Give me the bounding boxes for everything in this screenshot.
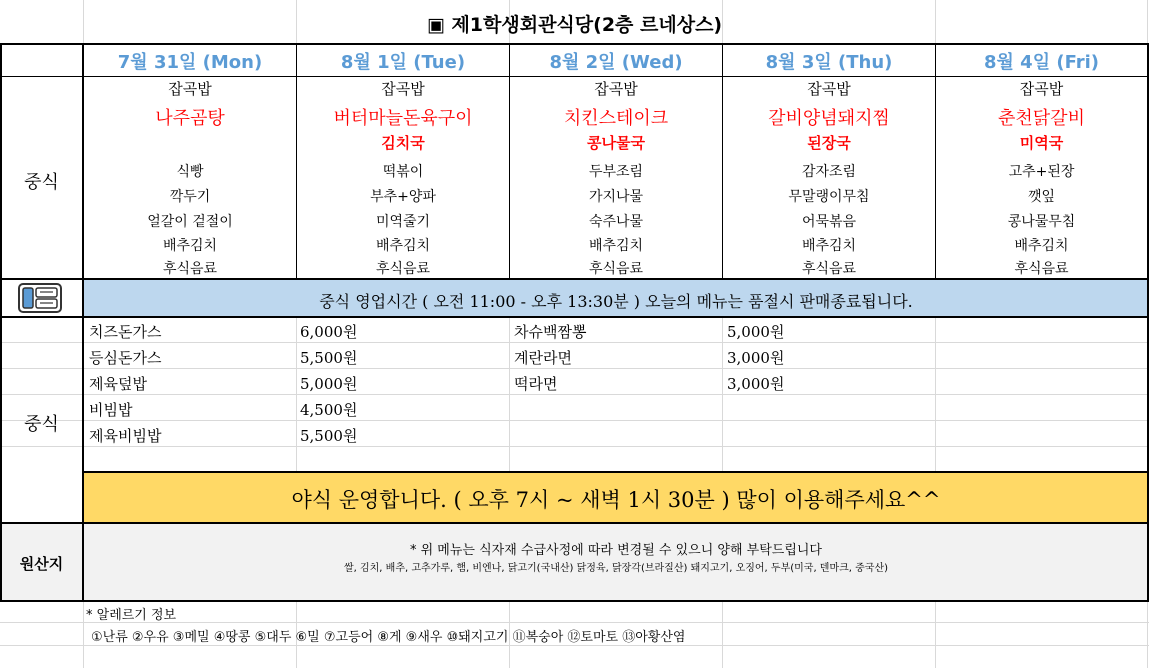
side-dish: 깍두기 <box>169 189 211 205</box>
allergy-title: * 알레르기 정보 <box>86 608 177 623</box>
border-line <box>0 316 1149 318</box>
menu-item-name: 떡라면 <box>514 375 558 393</box>
grain-item: 잡곡밥 <box>168 80 212 98</box>
border-line <box>0 600 1149 602</box>
border-line <box>0 43 2 602</box>
menu-cell-mon <box>84 77 296 278</box>
main-dish: 춘천닭갈비 <box>998 108 1085 129</box>
gridline <box>0 394 1149 395</box>
side-dish: 얼갈이 겉절이 <box>147 214 233 230</box>
food-tray-icon <box>18 283 62 313</box>
side-dish: 후식음료 <box>588 261 644 277</box>
soup-item: 콩나물국 <box>587 134 645 152</box>
soup-item: 미역국 <box>1019 134 1064 152</box>
soup-item: 된장국 <box>807 134 851 152</box>
side-dish: 감자조림 <box>801 164 857 180</box>
menu-cell-thu <box>723 77 935 278</box>
side-dish: 배추김치 <box>1014 238 1069 254</box>
side-dish: 후식음료 <box>375 261 431 277</box>
side-dish: 후식음료 <box>801 261 857 277</box>
menu-item-name: 치즈돈가스 <box>89 323 162 341</box>
side-dish: 숙주나물 <box>588 214 644 230</box>
grain-item: 잡곡밥 <box>1019 80 1064 98</box>
side-dish: 깻잎 <box>1027 189 1056 205</box>
day-header-tue: 8월 1일 (Tue) <box>340 52 466 73</box>
menu-item-name: 등심돈가스 <box>89 349 162 367</box>
gridline <box>0 368 1149 369</box>
border-line <box>0 43 1149 45</box>
menu-item-name: 제육비빔밥 <box>89 427 162 445</box>
menu-item-name: 차슈백짬뽕 <box>514 323 587 341</box>
side-dish: 콩나물무침 <box>1007 214 1076 230</box>
side-dish: 식빵 <box>176 164 204 180</box>
border-line <box>84 471 1149 473</box>
day-header-thu: 8월 3일 (Thu) <box>765 52 893 73</box>
grain-item: 잡곡밥 <box>381 80 425 98</box>
day-header-fri: 8월 4일 (Fri) <box>983 52 1099 73</box>
lunch-row-label: 중식 <box>24 172 59 193</box>
gridline <box>0 446 1149 447</box>
day-header-wed: 8월 2일 (Wed) <box>549 52 683 73</box>
notice-text: 중식 영업시간 ( 오전 11:00 - 오후 13:30분 ) 오늘의 메뉴는 품절시 판매종료됩니다. <box>319 292 913 311</box>
main-dish: 버터마늘돈육구이 <box>333 108 473 129</box>
gridline <box>0 342 1149 343</box>
grain-item: 잡곡밥 <box>594 80 638 98</box>
origin-notice: * 위 메뉴는 식자재 수급사정에 따라 변경될 수 있으니 양해 부탁드립니다 <box>409 543 822 558</box>
night-banner-text: 야식 운영합니다. ( 오후 7시 ~ 새벽 1시 30분 ) 많이 이용해주세요^^ <box>291 488 941 512</box>
border-line <box>296 43 297 279</box>
menu-item-price: 3,000원 <box>727 349 785 367</box>
menu-item-price: 5,500원 <box>300 427 358 445</box>
side-dish: 고추+된장 <box>1008 164 1075 180</box>
gridline <box>0 645 1149 646</box>
day-header-mon: 7월 31일 (Mon) <box>117 52 263 73</box>
side-dish: 부추+양파 <box>370 189 436 205</box>
side-dish: 후식음료 <box>162 261 218 277</box>
menu-cell-fri <box>936 77 1147 278</box>
soup-item: 김치국 <box>381 134 425 152</box>
side-dish: 무말랭이무침 <box>788 189 870 205</box>
side-dish: 배추김치 <box>162 238 218 254</box>
side-dish: 두부조림 <box>588 164 644 180</box>
side-dish: 후식음료 <box>1014 261 1069 277</box>
menu-item-price: 5,500원 <box>300 349 358 367</box>
grain-item: 잡곡밥 <box>807 80 851 98</box>
page-title: ▣ 제1학생회관식당(2층 르네상스) <box>426 14 723 36</box>
menu-item-price: 5,000원 <box>300 375 358 393</box>
origin-detail: 쌀, 김치, 배추, 고추가루, 햄, 비엔나, 닭고기(국내산) 닭정육, 닭장각(브라질산) 돼지고기, 오징어, 두부(미국, 덴마크, 중국산) <box>343 563 889 574</box>
side-dish: 어묵볶음 <box>801 214 857 230</box>
allergy-list: ①난류 ②우유 ③메밀 ④땅콩 ⑤대두 ⑥밀 ⑦고등어 ⑧게 ⑨새우 ⑩돼지고기 ⑪복숭아 ⑫토마토 ⑬아황산염 <box>91 630 686 645</box>
menu-cell-tue <box>297 77 509 278</box>
gridline <box>0 420 1149 421</box>
main-dish: 갈비양념돼지찜 <box>768 108 890 129</box>
border-line <box>0 278 1149 280</box>
side-dish: 가지나물 <box>588 189 644 205</box>
border-line <box>509 43 510 279</box>
menu-item-price: 4,500원 <box>300 401 358 419</box>
border-line <box>0 76 1149 77</box>
menu-item-name: 비빔밥 <box>89 401 133 419</box>
menu-item-price: 5,000원 <box>727 323 785 341</box>
menu-item-name: 계란라면 <box>514 349 572 367</box>
border-line <box>82 43 84 602</box>
alacarte-row-label: 중식 <box>24 414 59 435</box>
menu-item-name: 제육덮밥 <box>89 375 147 393</box>
border-line <box>935 43 936 279</box>
menu-cell-wed <box>510 77 722 278</box>
side-dish: 배추김치 <box>375 238 431 254</box>
main-dish: 치킨스테이크 <box>563 108 669 129</box>
side-dish: 배추김치 <box>801 238 857 254</box>
main-dish: 나주곰탕 <box>155 108 225 129</box>
origin-label: 원산지 <box>19 555 64 573</box>
menu-item-price: 6,000원 <box>300 323 358 341</box>
side-dish: 배추김치 <box>588 238 644 254</box>
border-line <box>0 522 1149 524</box>
side-dish: 떡볶이 <box>382 164 424 180</box>
border-line <box>722 43 723 279</box>
side-dish: 미역줄기 <box>375 214 431 230</box>
menu-item-price: 3,000원 <box>727 375 785 393</box>
